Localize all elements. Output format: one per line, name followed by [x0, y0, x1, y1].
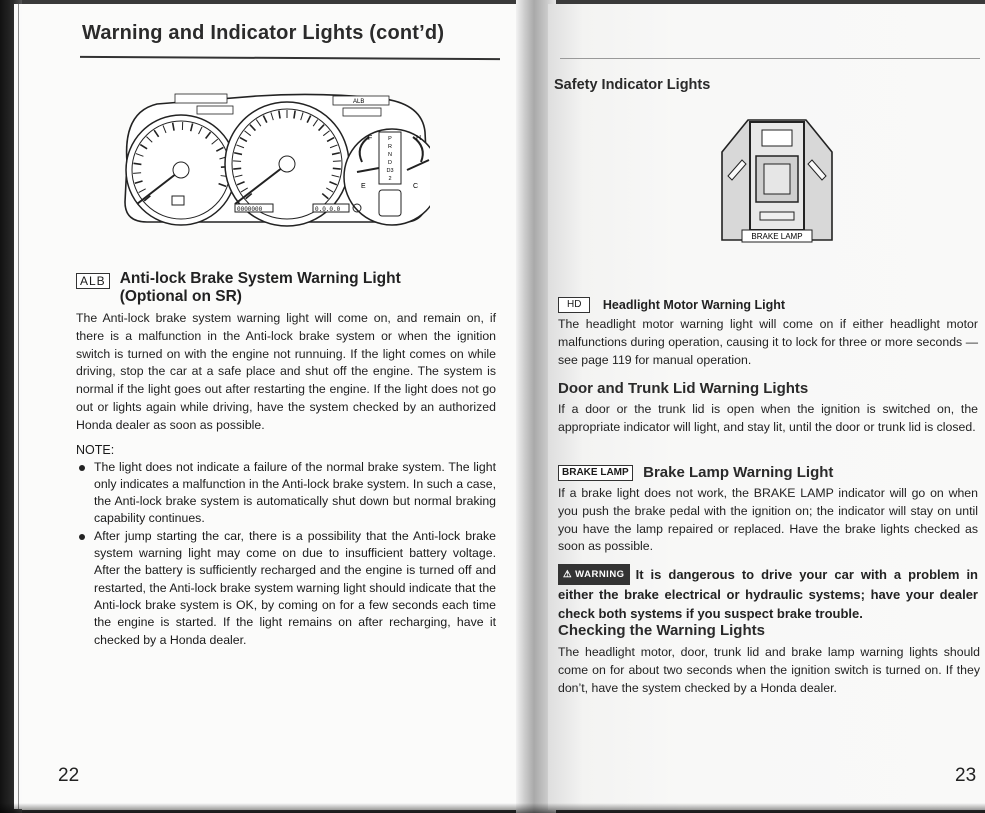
- odometer-digits: 0000000: [237, 206, 263, 213]
- gauge-letter-e: E: [361, 183, 366, 190]
- gauge-tick: [333, 168, 341, 169]
- gauge-letter-h: H: [416, 135, 422, 142]
- brake-warning-block: [558, 564, 978, 623]
- alb-badge: ALB: [76, 273, 110, 289]
- brake-lamp-section: [558, 464, 978, 623]
- right-header-rule: [560, 58, 980, 59]
- door-trunk-body: If a door or the trunk lid is open when the ignition is switched on, the appropriate indicator will light, and stay lit, until the door or trunk lid is closed.: [558, 402, 978, 434]
- fuel-temp-gauge: [344, 129, 430, 225]
- instrument-cluster-illustration: [117, 92, 430, 227]
- warning-text: It is dangerous to drive your car with a problem in either the brake electrical or hydraulic systems; have your dealer check both systems if you suspect brake trouble.: [558, 567, 978, 622]
- cluster-alb-label: ALB: [353, 99, 365, 105]
- alb-section-title: Anti-lock Brake System Warning Light: [119, 270, 401, 287]
- page-number-left: 22: [58, 765, 80, 786]
- door-trunk-section: [558, 380, 978, 437]
- gauge-letter-c: C: [413, 183, 419, 190]
- note-list: [76, 459, 496, 649]
- brake-lamp-body: If a brake light does not work, the BRAKE LAMP indicator will go on when you push the brake pedal with the ignition on; the indicator will stay on until you have the lamp repaired or replaced. Have the brake lights checked as soon as possible.: [558, 486, 978, 554]
- checking-body: The headlight motor, door, trunk lid and brake lamp warning lights should come on for about two seconds when the ignition switch is turned on. If they don’t, have the system checked by a Honda dealer.: [558, 645, 980, 695]
- gear-2: 2: [388, 176, 392, 182]
- warning-badge: ⚠ WARNING: [558, 564, 630, 585]
- headlight-badge: HD: [558, 297, 590, 313]
- gauge-tick: [133, 163, 141, 164]
- gauge-tick: [133, 173, 141, 174]
- door-trunk-title: Door and Trunk Lid Warning Lights: [558, 380, 809, 397]
- tachometer-gauge: [126, 115, 236, 225]
- note-label: NOTE:: [76, 442, 115, 457]
- safety-indicator-illustration: [718, 112, 836, 244]
- gear-d: D: [388, 160, 392, 166]
- alb-section-body: The Anti-lock brake system warning light will come on, and remain on, if there is a malfunction in the Anti-lock brake system or when the ignition switch is turned on with the engine not runnuing. If the light comes on while driving, stop the car at a safe place and shut off the engine. The system is normal if the light goes out after restarting the engine. If the light does not go out or lights again while driving, have the system checked by an authorized Honda dealer as soon as possible.: [76, 311, 496, 432]
- bottom-edge-shadow: [0, 803, 985, 813]
- alb-section-subtitle: (Optional on SR): [119, 288, 242, 305]
- checking-title: Checking the Warning Lights: [558, 622, 765, 639]
- gear-d3: D3: [386, 168, 394, 174]
- page-number-right: 23: [955, 765, 977, 786]
- gear-n: N: [388, 152, 392, 158]
- brake-lamp-illustration-label: BRAKE LAMP: [751, 232, 803, 241]
- note-item: After jump starting the car, there is a possibility that the Anti-lock brake system warning light may come on due to insufficient battery voltage. After the battery is sufficiently recharged and the engine is turned off and restarted, the Anti-lock brake system warning light should indicate that the Anti-lock brake system is OK, by coming on for a few seconds each time the engine is started. If the light remains on after recharging, have it checked by a Honda dealer.: [94, 528, 496, 649]
- note-item: The light does not indicate a failure of the normal brake system. The light only indicates a malfunction in the Anti-lock brake system. In such a case, the Anti-lock brake system is automatically shut down but normal braking capability continues.: [94, 459, 496, 528]
- gauge-tick: [233, 168, 241, 169]
- trip-digits: 0.0.0.0: [315, 206, 341, 213]
- alb-section: [76, 270, 496, 649]
- safety-indicator-title: Safety Indicator Lights: [554, 77, 711, 93]
- headlight-section-title: Headlight Motor Warning Light: [602, 298, 786, 312]
- headlight-section-body: The headlight motor warning light will come on if either headlight motor malfunctions during operation, causing it to lock for three or more seconds — see page 119 for manual operation.: [558, 317, 978, 367]
- gear-r: R: [388, 144, 392, 150]
- brake-lamp-title: Brake Lamp Warning Light: [643, 464, 834, 481]
- brake-lamp-badge: BRAKE LAMP: [558, 465, 633, 481]
- headlight-section: [558, 296, 978, 369]
- gear-p: P: [388, 136, 392, 142]
- checking-section: [558, 622, 980, 697]
- page-header-title: Warning and Indicator Lights (cont’d): [82, 22, 445, 44]
- gauge-letter-f: F: [368, 135, 373, 142]
